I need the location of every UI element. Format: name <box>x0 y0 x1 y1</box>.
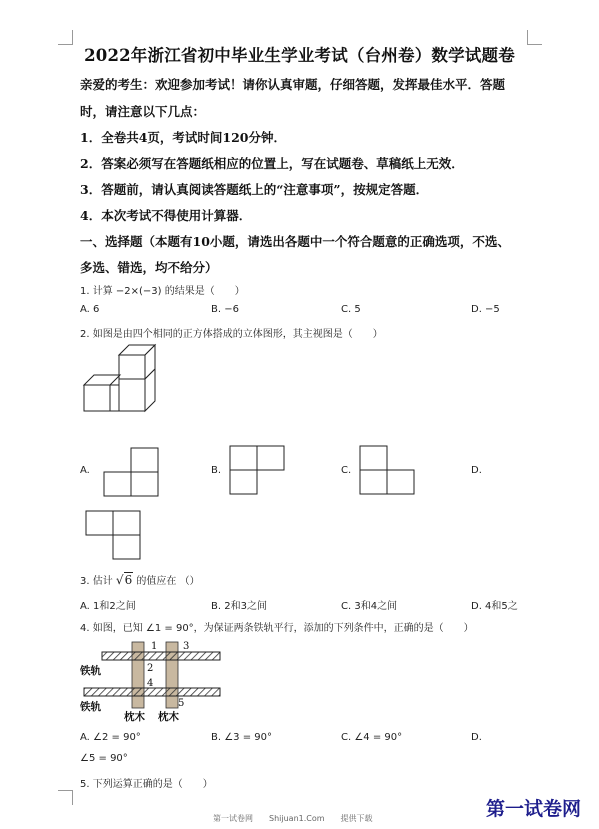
q4-option-d: ∠5 = 90° <box>80 753 128 764</box>
q2-option-b-label: B. <box>211 465 222 476</box>
angle-4-label: 4 <box>147 678 154 689</box>
q2-option-d-label: D. <box>471 465 482 476</box>
sqrt-symbol: √6 <box>115 573 133 587</box>
section-heading-line-2: 多选、错选，均不给分） <box>80 260 218 275</box>
q2-solid-figure <box>80 343 160 415</box>
q2-option-c-label: C. <box>341 465 352 476</box>
rail-label-bottom: 铁轨 <box>80 701 101 713</box>
page-footer: 第一试卷网 Shijuan1.Com 提供下载 <box>213 814 373 823</box>
q3-option-c: C. 3和4之间 <box>341 601 398 612</box>
q1-option-c: C. 5 <box>341 304 361 315</box>
question-3-stem <box>80 572 200 587</box>
q2-option-a-label: A. <box>80 465 90 476</box>
q3-stem-prefix: 3. 估计 <box>80 576 113 587</box>
q2-option-a-figure <box>103 447 159 497</box>
q1-option-d: D. −5 <box>471 304 500 315</box>
q2-option-c-figure <box>359 445 415 495</box>
q4-option-b: B. ∠3 = 90° <box>211 732 273 743</box>
q4-option-a: A. ∠2 = 90° <box>80 732 141 743</box>
q4-rail-figure <box>80 636 225 724</box>
question-1-stem: 1. 计算 −2×(−3) 的结果是（ ） <box>80 286 245 297</box>
q3-stem-suffix: 的值应在 （） <box>136 576 200 587</box>
q3-option-d: D. 4和5之 <box>471 601 518 612</box>
angle-2-label: 2 <box>147 663 154 674</box>
q2-option-b-figure <box>229 445 285 495</box>
section-heading-line-1: 一、选择题（本题有10小题，请选出各题中一个符合题意的正确选项，不选、 <box>80 234 510 249</box>
question-2-stem: 2. 如图是由四个相同的正方体搭成的立体图形，其主视图是（ ） <box>80 329 383 340</box>
question-4-stem: 4. 如图，已知 ∠1 = 90°，为保证两条铁轨平行，添加的下列条件中，正确的是（ ） <box>80 623 474 634</box>
intro-line-1: 亲爱的考生：欢迎参加考试！请你认真审题，仔细答题，发挥最佳水平．答题 <box>80 77 506 92</box>
exam-title: 2022年浙江省初中毕业生学业考试（台州卷）数学试题卷 <box>84 46 515 65</box>
note-2: 2．答案必须写在答题纸相应的位置上，写在试题卷、草稿纸上无效． <box>80 156 464 171</box>
q4-option-d-label: D. <box>471 732 482 743</box>
q2-option-d-figure <box>85 510 141 560</box>
q3-option-b: B. 2和3之间 <box>211 601 267 612</box>
angle-3-label: 3 <box>183 641 190 652</box>
angle-5-label: 5 <box>178 698 185 709</box>
intro-line-2: 时，请注意以下几点： <box>80 104 206 119</box>
site-logo: 第一试卷网 <box>486 798 582 820</box>
q1-option-b: B. −6 <box>211 304 239 315</box>
sleeper-label-left: 枕木 <box>124 711 145 723</box>
rail-bottom <box>84 688 220 696</box>
rail-label-top: 铁轨 <box>80 665 101 677</box>
crop-mark-bottom-left <box>58 790 73 805</box>
q3-radicand: 6 <box>124 573 133 587</box>
sleeper-label-right: 枕木 <box>158 711 179 723</box>
angle-1-label: 1 <box>151 641 158 652</box>
q1-option-a: A. 6 <box>80 304 100 315</box>
note-4: 4．本次考试不得使用计算器． <box>80 208 252 223</box>
q3-option-a: A. 1和2之间 <box>80 601 136 612</box>
q4-option-c: C. ∠4 = 90° <box>341 732 403 743</box>
rail-top <box>102 652 220 660</box>
note-1: 1．全卷共4页，考试时间120分钟． <box>80 130 286 145</box>
note-3: 3．答题前，请认真阅读答题纸上的“注意事项”，按规定答题． <box>80 182 429 197</box>
question-5-stem: 5. 下列运算正确的是（ ） <box>80 779 213 790</box>
